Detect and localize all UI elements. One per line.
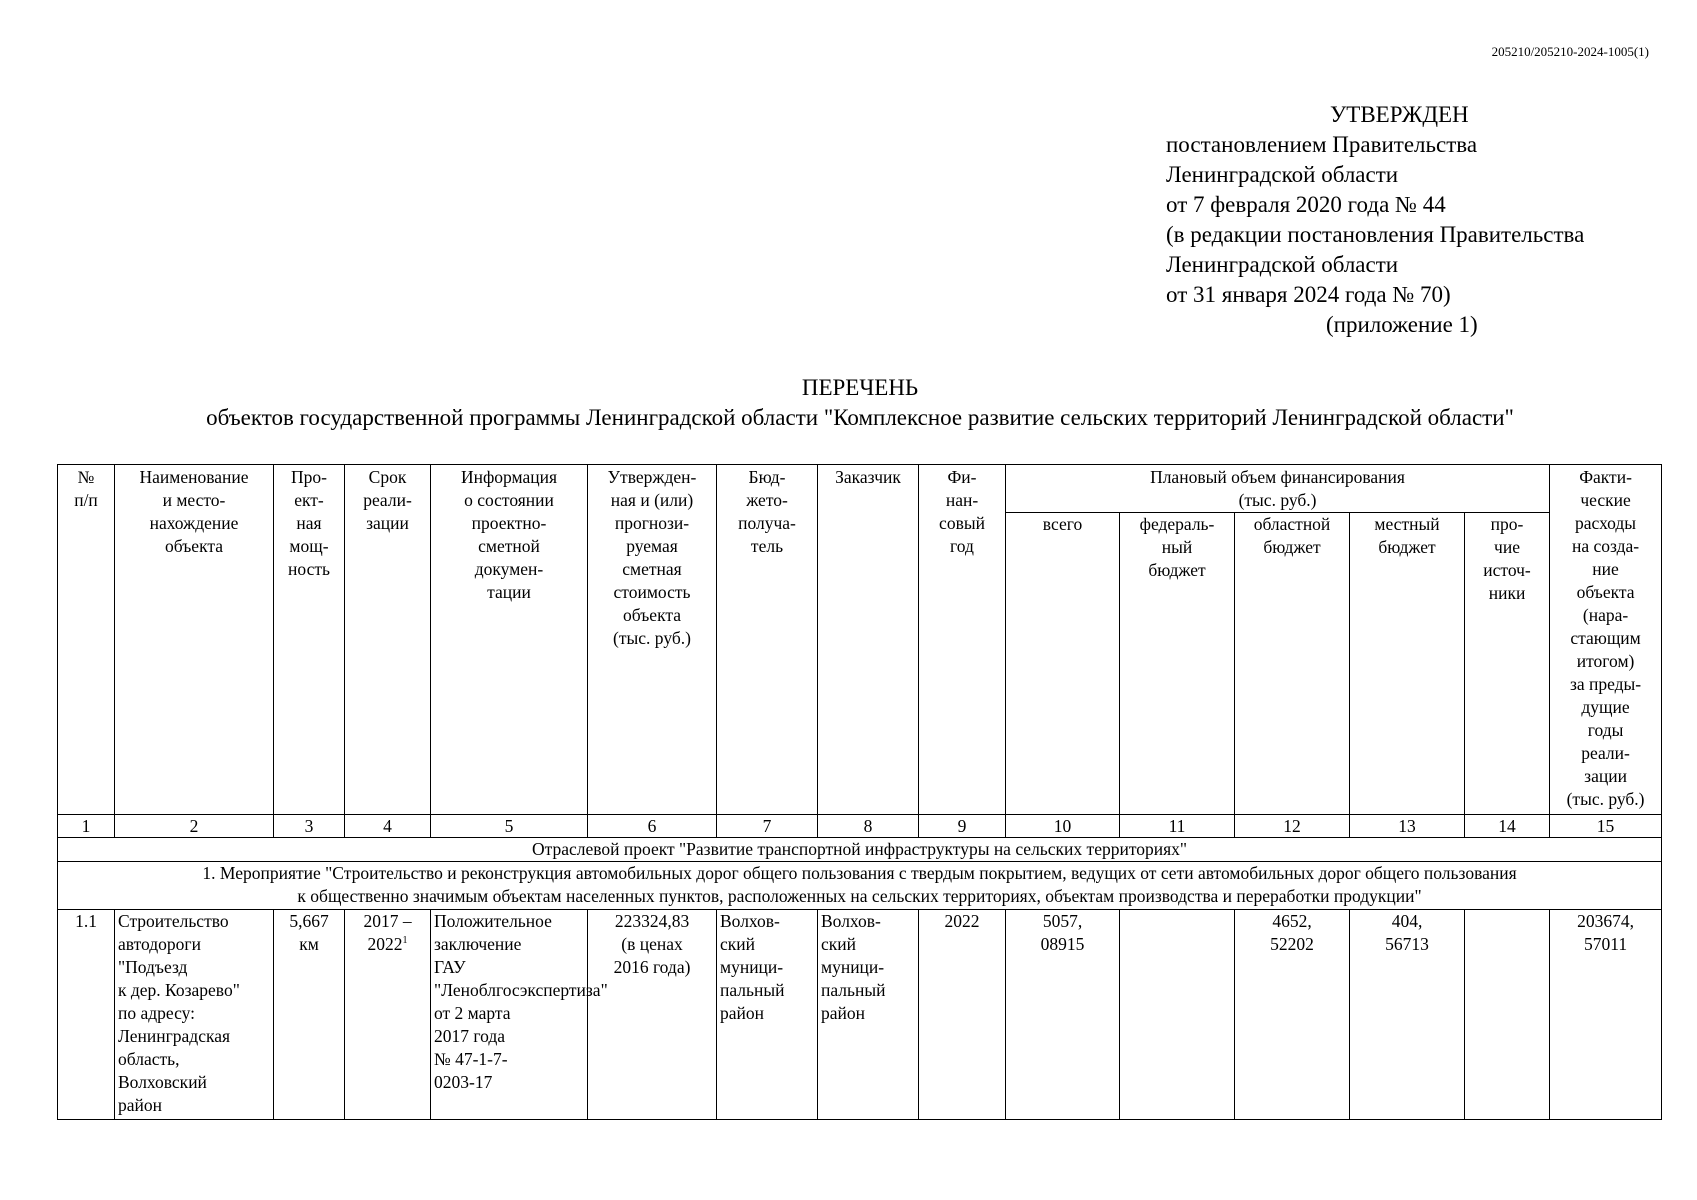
object-name: Строительство автодороги "Подъезд к дер. Козарево" по адресу: Ленинградская область, Волховский район bbox=[115, 910, 274, 1120]
header-cell: № п/п bbox=[58, 465, 115, 815]
header-cell: Наименование и место- нахождение объекта bbox=[115, 465, 274, 815]
approval-line: Ленинградской области bbox=[1166, 162, 1399, 187]
column-number: 8 bbox=[818, 815, 919, 838]
actual-cell: 203674, 57011 bbox=[1550, 910, 1662, 1120]
document-subtitle: объектов государственной программы Ленинградской области "Комплексное развитие сельских территорий Ленинградской области" bbox=[206, 405, 1514, 430]
local-cell: 404, 56713 bbox=[1350, 910, 1465, 1120]
event-title-row: 1. Мероприятие "Строительство и реконструкция автомобильных дорог общего пользования с твердым покрытием, ведущих от сети автомобильных дорог общего пользования к общественно значимым объектам населенных пунктов, расположенных на сельских территориях, объектам производства и переработки продукции" bbox=[58, 862, 1662, 910]
approval-heading: УТВЕРЖДЕН bbox=[1330, 102, 1469, 127]
cost-cell: 223324,83 (в ценах 2016 года) bbox=[588, 910, 717, 1120]
regional-cell: 4652, 52202 bbox=[1235, 910, 1350, 1120]
column-number: 3 bbox=[274, 815, 345, 838]
capacity-cell: 5,667 км bbox=[274, 910, 345, 1120]
approval-line: от 7 февраля 2020 года № 44 bbox=[1166, 192, 1446, 217]
header-cell: Факти- ческие расходы на созда- ние объекта (нара- стающим итогом) за преды- дущие годы реали- зации (тыс. руб.) bbox=[1550, 465, 1662, 815]
document-id: 205210/205210-2024-1005(1) bbox=[1491, 44, 1649, 59]
header-cell: Заказчик bbox=[818, 465, 919, 815]
column-number: 11 bbox=[1120, 815, 1235, 838]
header-cell: областной бюджет bbox=[1235, 513, 1350, 815]
column-number: 9 bbox=[919, 815, 1006, 838]
column-number: 10 bbox=[1006, 815, 1120, 838]
column-number: 2 bbox=[115, 815, 274, 838]
document-title: ПЕРЕЧЕНЬ bbox=[801, 375, 919, 400]
period-cell: 2017 – 2022$^1$ bbox=[345, 910, 431, 1120]
header-cell: Про- ект- ная мощ- ность bbox=[274, 465, 345, 815]
column-number: 1 bbox=[58, 815, 115, 838]
footnote-marker: 1 bbox=[402, 935, 408, 947]
row-number: 1.1 bbox=[58, 910, 115, 1120]
header-cell: про- чие источ- ники bbox=[1465, 513, 1550, 815]
approval-stamp bbox=[1166, 100, 1584, 340]
column-number: 14 bbox=[1465, 815, 1550, 838]
section-title-row: Отраслевой проект "Развитие транспортной инфраструктуры на сельских территориях" bbox=[58, 838, 1662, 862]
federal-cell bbox=[1120, 910, 1235, 1120]
column-number: 13 bbox=[1350, 815, 1465, 838]
objects-table bbox=[57, 464, 1662, 1120]
header-cell: федераль- ный бюджет bbox=[1120, 513, 1235, 815]
column-number: 15 bbox=[1550, 815, 1662, 838]
customer-cell: Волхов- ский муници- пальный район bbox=[818, 910, 919, 1120]
header-cell: всего bbox=[1006, 513, 1120, 815]
approval-line: от 31 января 2024 года № 70) bbox=[1166, 282, 1451, 307]
other-cell bbox=[1465, 910, 1550, 1120]
total-cell: 5057, 08915 bbox=[1006, 910, 1120, 1120]
recipient-cell: Волхов- ский муници- пальный район bbox=[717, 910, 818, 1120]
column-number: 12 bbox=[1235, 815, 1350, 838]
approval-line: Ленинградской области bbox=[1166, 252, 1399, 277]
approval-line: (в редакции постановления Правительства bbox=[1166, 222, 1585, 247]
approval-appendix: (приложение 1) bbox=[1326, 312, 1478, 337]
header-cell: Фи- нан- совый год bbox=[919, 465, 1006, 815]
header-cell: Бюд- жето- получа- тель bbox=[717, 465, 818, 815]
column-number: 4 bbox=[345, 815, 431, 838]
header-cell: Срок реали- зации bbox=[345, 465, 431, 815]
header-cell: местный бюджет bbox=[1350, 513, 1465, 815]
approval-line: постановлением Правительства bbox=[1166, 132, 1478, 157]
table-row bbox=[58, 910, 1662, 1120]
docs-info-cell: Положительное заключение ГАУ "Леноблгосэкспертиза" от 2 марта 2017 года № 47-1-7- 0203-17 bbox=[431, 910, 588, 1120]
funding-group-header: Плановый объем финансирования (тыс. руб.) bbox=[1006, 465, 1550, 513]
column-number: 6 bbox=[588, 815, 717, 838]
header-cell: Информация о состоянии проектно- сметной докумен- тации bbox=[431, 465, 588, 815]
column-number: 7 bbox=[717, 815, 818, 838]
column-number: 5 bbox=[431, 815, 588, 838]
year-cell: 2022 bbox=[919, 910, 1006, 1120]
header-cell: Утвержден- ная и (или) прогнози- руемая сметная стоимость объекта (тыс. руб.) bbox=[588, 465, 717, 815]
